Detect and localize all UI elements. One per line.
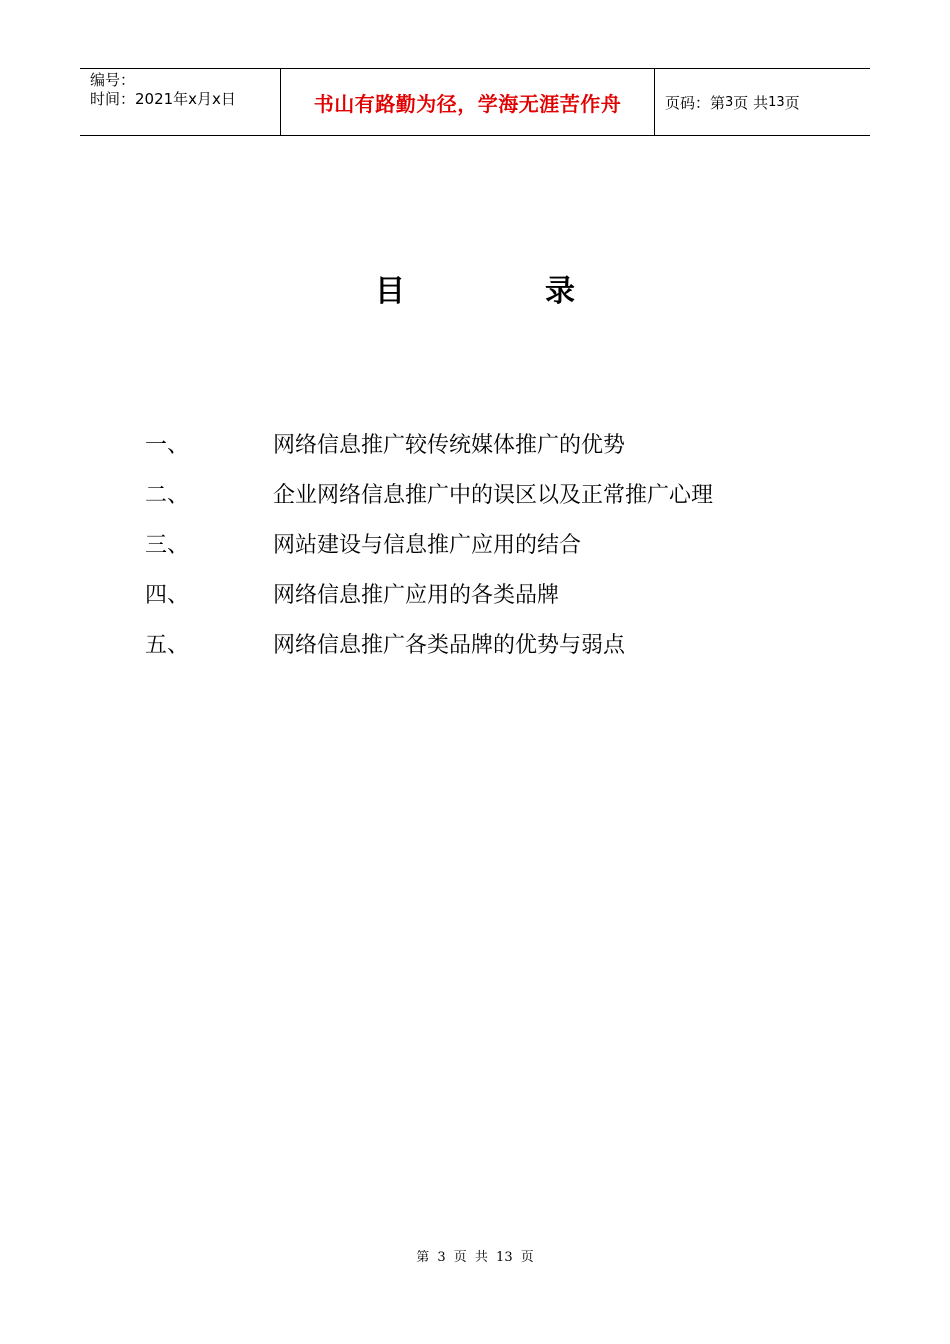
header-meta-cell <box>80 69 281 135</box>
page-suffix: 页 <box>784 93 800 112</box>
page-title <box>0 266 950 310</box>
title-char-1: 目 <box>375 274 405 309</box>
serial-label: 编号： <box>90 71 136 89</box>
toc-item-text: 企业网络信息推广中的误区以及正常推广心理 <box>273 482 714 508</box>
toc-item-number: 四、 <box>145 582 190 608</box>
toc-item-text: 网络信息推广应用的各类品牌 <box>273 582 560 608</box>
toc-item-text: 网络信息推广各类品牌的优势与弱点 <box>273 632 626 658</box>
page-total: 13 <box>768 94 785 110</box>
title-char-2: 录 <box>545 274 575 309</box>
toc-item-number: 一、 <box>145 432 190 458</box>
toc-item-5 <box>145 618 845 668</box>
toc-item-number: 二、 <box>145 482 190 508</box>
toc-item-number: 五、 <box>145 632 190 658</box>
page-sep: 页 共 <box>733 93 769 112</box>
toc-item-text: 网络信息推广较传统媒体推广的优势 <box>273 432 626 458</box>
page-footer: 第 3 页 共 13 页 <box>416 1250 534 1265</box>
toc-item-text: 网站建设与信息推广应用的结合 <box>273 532 582 558</box>
toc-item-4 <box>145 568 845 618</box>
toc-item-2 <box>145 468 845 518</box>
page-label: 页码：第 <box>665 93 726 112</box>
table-of-contents <box>145 418 845 668</box>
page-current: 3 <box>725 94 734 110</box>
header-motto-cell <box>281 69 655 135</box>
toc-item-number: 三、 <box>145 532 190 558</box>
toc-item-1 <box>145 418 845 468</box>
time-label: 时间：2021年x月x日 <box>90 90 236 108</box>
header-page-cell <box>655 69 870 135</box>
motto-text: 书山有路勤为径，学海无涯苦作舟 <box>313 91 622 116</box>
page-header <box>80 68 870 136</box>
toc-item-3 <box>145 518 845 568</box>
